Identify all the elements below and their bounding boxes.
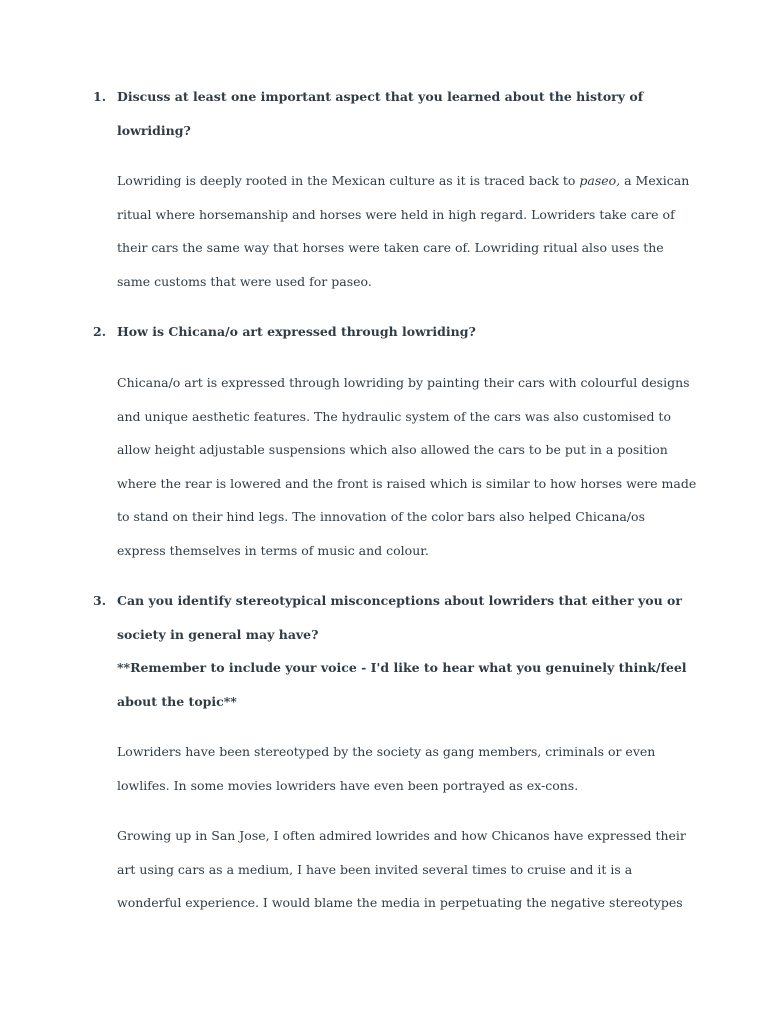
- answer-text-part: Lowriding is deeply rooted in the Mexican culture as it is traced back to: [117, 173, 580, 188]
- question-number: 3.: [93, 593, 107, 608]
- question-text: Discuss at least one important aspect that you learned about the history of lowriding?: [117, 89, 644, 138]
- answer-text: [117, 819, 697, 920]
- question-number: 2.: [93, 324, 107, 339]
- question-text: [117, 584, 697, 718]
- answer-text: [117, 366, 697, 567]
- answer-text: [117, 164, 697, 298]
- answer-paragraph: Lowriders have been stereotyped by the society as gang members, criminals or even lowlifes. In some movies lowriders have even been portrayed as ex-cons.: [117, 744, 656, 793]
- question-number: 1.: [93, 89, 107, 104]
- question-text: How is Chicana/o art expressed through lowriding?: [117, 324, 476, 339]
- question-note: **Remember to include your voice - I'd like to hear what you genuinely think/feel about the topic**: [117, 660, 687, 709]
- answer-text: [117, 735, 697, 802]
- answer-paragraph: Chicana/o art is expressed through lowriding by painting their cars with colourful designs and unique aesthetic features. The hydraulic system of the cars was also customised to allow height adjustable suspensions which also allowed the cars to be put in a position where the rear is lowered and the front is raised which is similar to how horses were made to stand on their hind legs. The innovation of the color bars also helped Chicana/os express themselves in terms of music and colour.: [117, 375, 697, 558]
- answer-paragraph: Growing up in San Jose, I often admired lowrides and how Chicanos have expressed their art using cars as a medium, I have been invited several times to cruise and it is a wonderful experience. I would blame the media in perpetuating the negative stereotypes: [117, 828, 686, 910]
- answer-text-part: a Mexican ritual where horsemanship and horses were held in high regard. Lowriders take care of their cars the same way that horses were taken care of. Lowriding ritual also uses the same customs that were used for paseo.: [117, 173, 690, 289]
- answer-italic-term: paseo,: [579, 173, 621, 188]
- question-prompt: Can you identify stereotypical misconceptions about lowriders that either you or society in general may have?: [117, 593, 682, 642]
